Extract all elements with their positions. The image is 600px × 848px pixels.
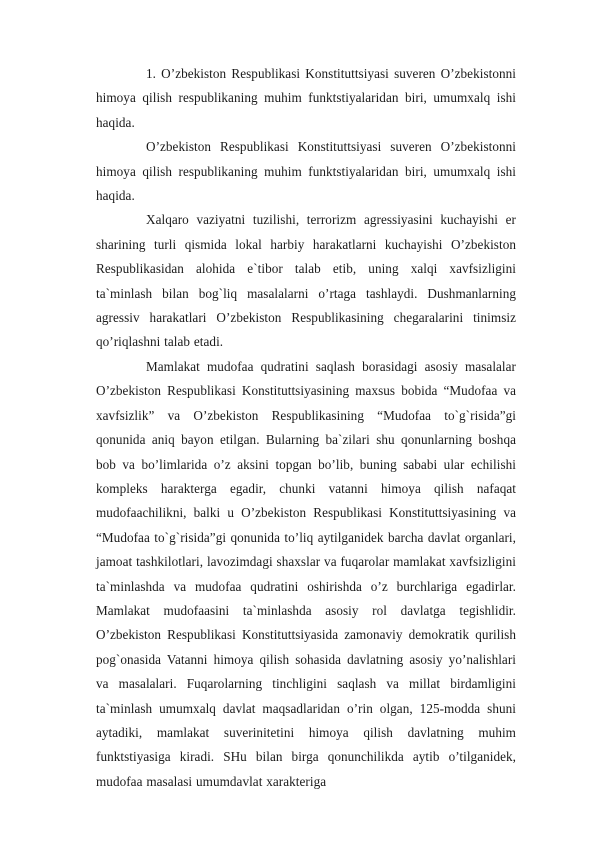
paragraph-4: Mamlakat mudofaa qudratini saqlash borasidagi asosiy masalalar O’zbekiston Respublikasi Konstituttsiyasining maxsus bobida “Mudofaa va xavfsizlik” va O’zbekiston Respublikasining “Mudofaa to`g`risida”gi qonunida aniq bayon etilgan. Bularning ba`zilari shu qonunlarning boshqa bob va bo’limlarida o’z aksini topgan bo’lib, buning sababi ular echilishi kompleks harakterga egadir, chunki vatanni himoya qilish nafaqat mudofaachilikni, balki u O’zbekiston Respublikasi Konstituttsiyasining va “Mudofaa to`g`risida”gi qonunida to’liq aytilganidek barcha davlat organlari, jamoat tashkilotlari, lavozimdagi shaxslar va fuqarolar mamlakat xavfsizligini ta`minlashda va mudofaa qudratini oshirishda o’z burchlariga egadirlar. Mamlakat mudofaasini ta`minlashda asosiy rol davlatga tegishlidir. O’zbekiston Respublikasi Konstituttsiyasida zamonaviy demokratik qurilish pog`onasida Vatanni himoya qilish sohasida davlatning asosiy yo’nalishlari va masalalari. Fuqarolarning tinchligini saqlash va millat birdamligini ta`minlash umumxalq davlat maqsadlaridan o’rin olgan, 125-modda shuni aytadiki, mamlakat suverinitetini himoya qilish davlatning muhim funktstiyasiga kiradi. SHu bilan birga qonunchilikda aytib o’tilganidek, mudofaa masalasi umumdavlat xarakteriga [96,358,516,789]
paragraph-3: Xalqaro vaziyatni tuzilishi, terrorizm agressiyasini kuchayishi er sharining turli qismida lokal harbiy harakatlarni kuchayishi O’zbekiston Respublikasidan alohida e`tibor talab etib, uning xalqi xavfsizligini ta`minlash bilan bog`liq masalalarni o’rtaga tashlaydi. Dushmanlarning agressiv harakatlari O’zbekiston Respublikasining chegaralarini tinimsiz qo’riqlashni talab etadi. [96,212,516,350]
paragraph-1: 1. O’zbekiston Respublikasi Konstituttsiyasi suveren O’zbekistonni himoya qilish respublikaning muhim funktstiyalaridan biri, umumxalq ishi haqida. [96,66,516,130]
document-page [96,62,516,794]
paragraph-2: O’zbekiston Respublikasi Konstituttsiyasi suveren O’zbekistonni himoya qilish respublikaning muhim funktstiyalaridan biri, umumxalq ishi haqida. [96,139,516,204]
